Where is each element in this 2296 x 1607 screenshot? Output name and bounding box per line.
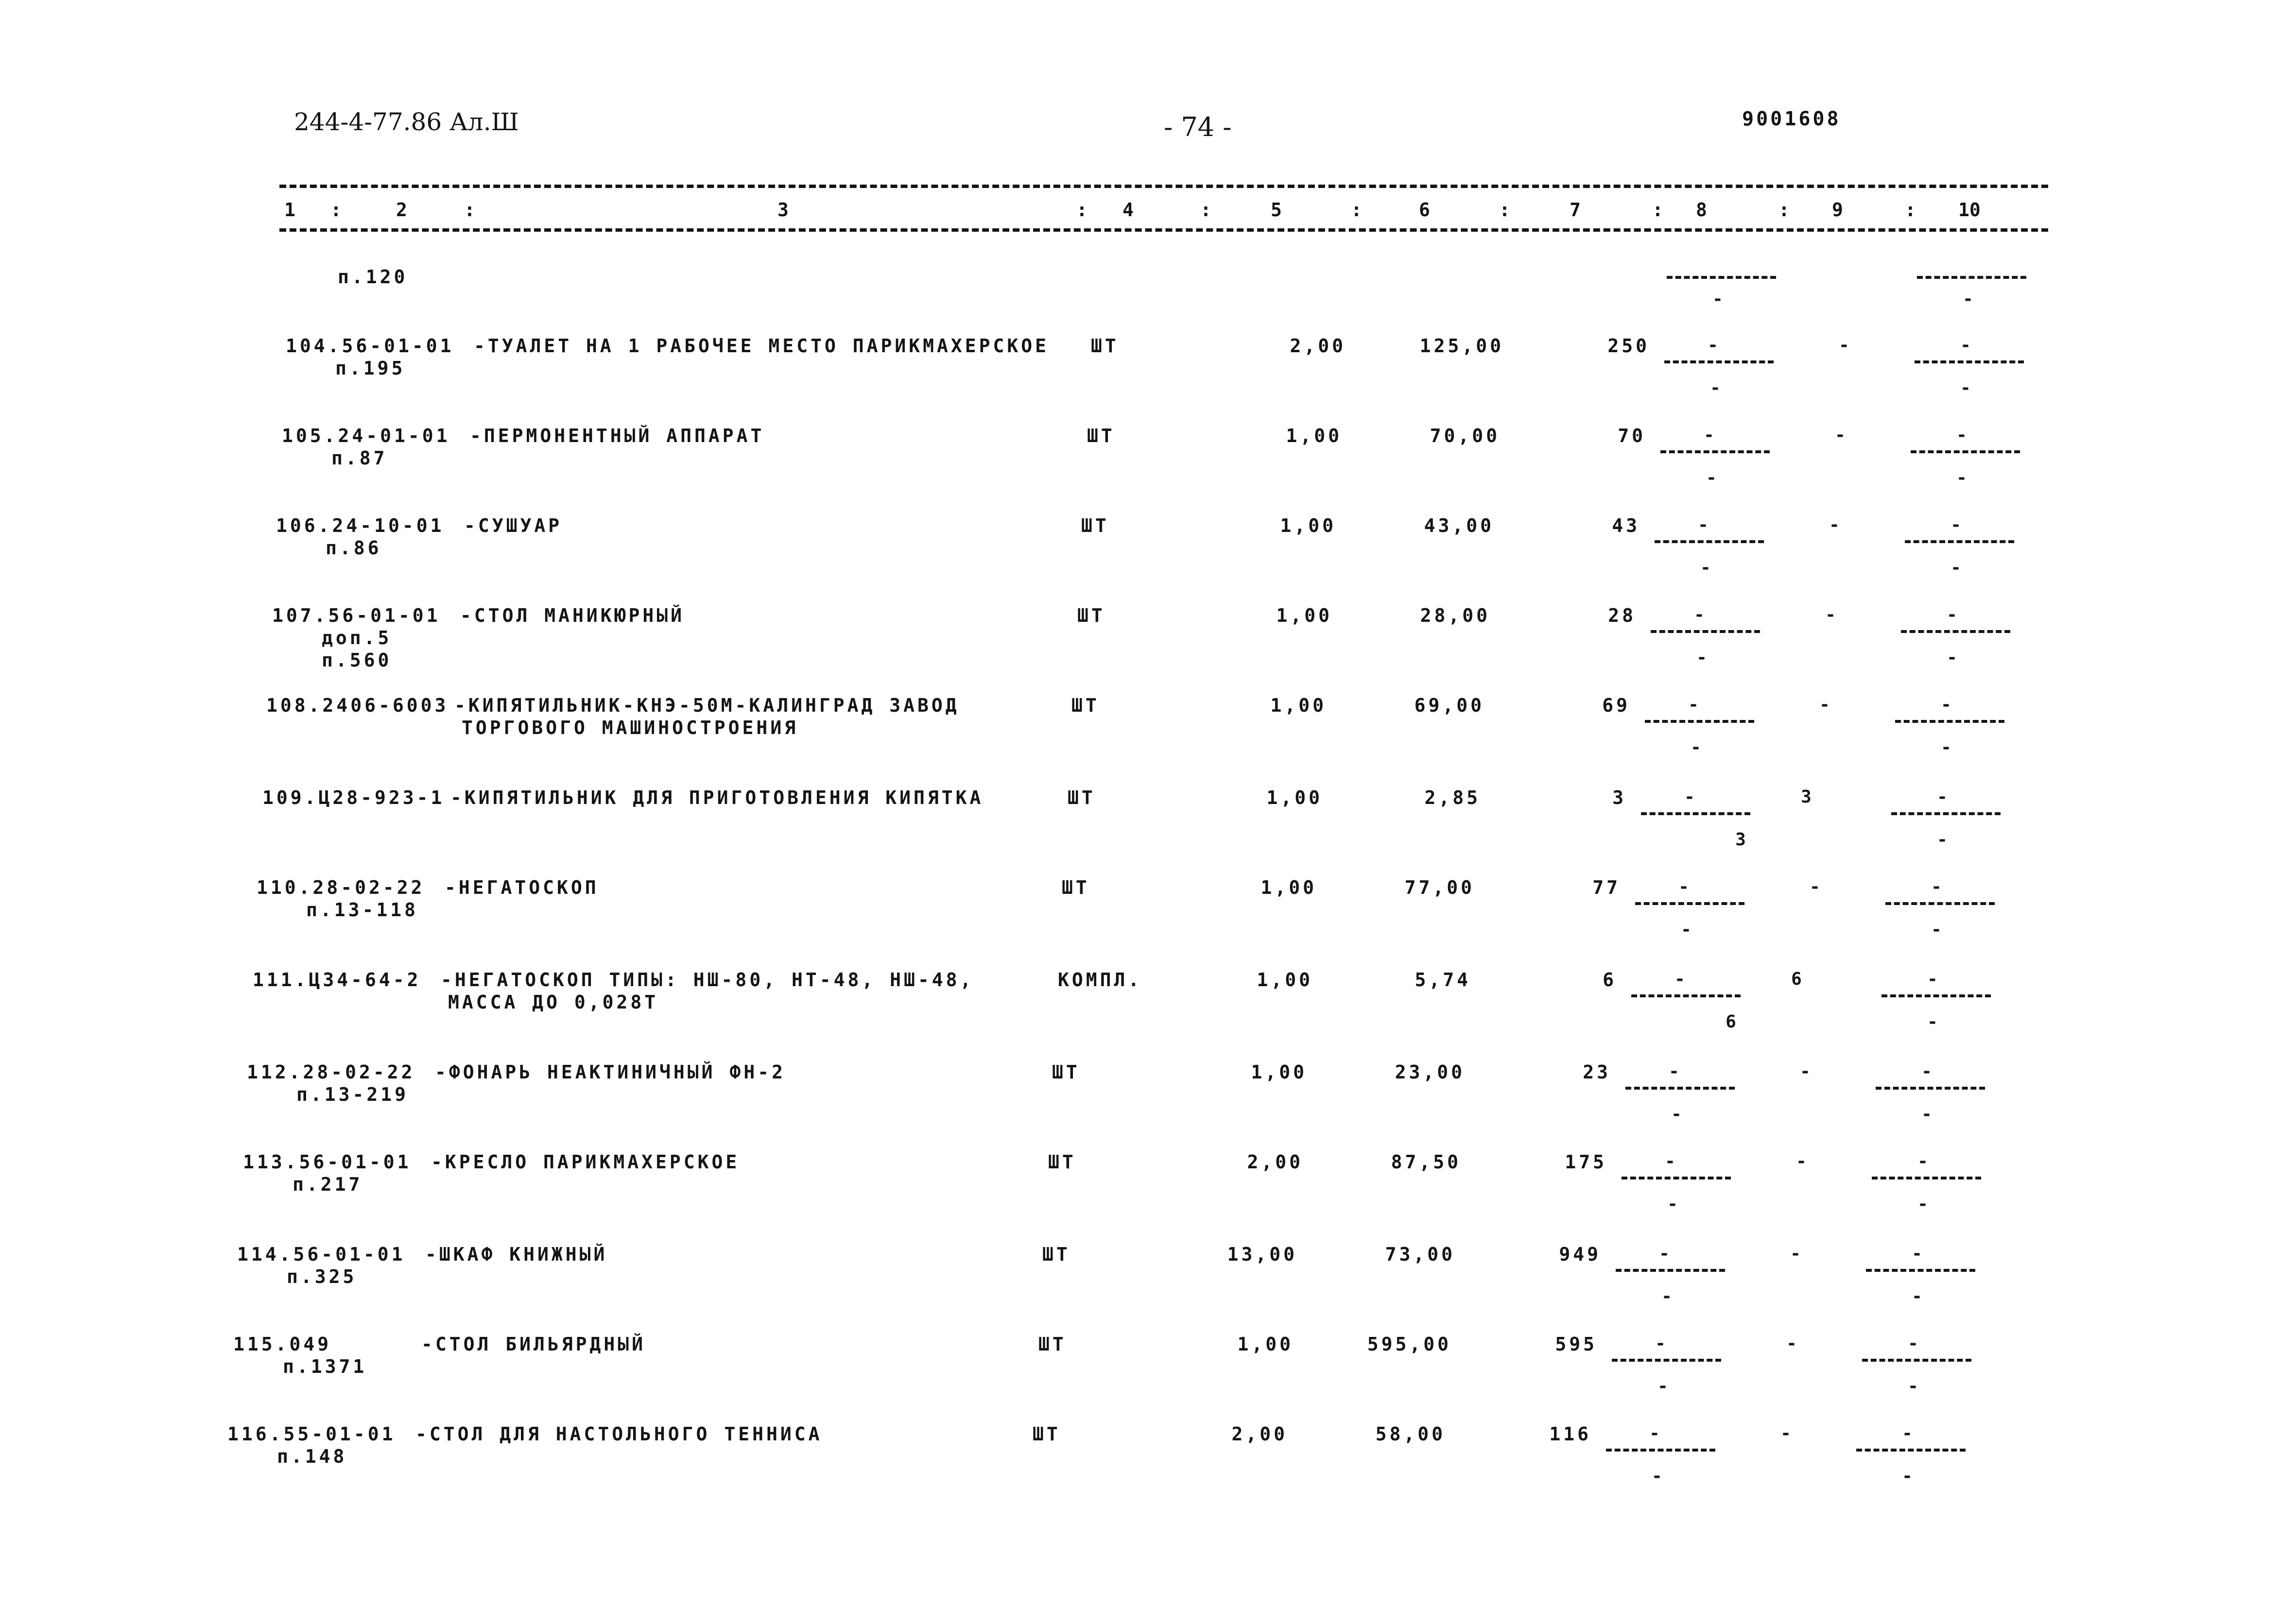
item-unit: ШТ bbox=[1077, 605, 1105, 626]
item-code: 107.56-01-01 bbox=[272, 605, 441, 626]
column-header-sep: : bbox=[1351, 199, 1362, 221]
item-code: 112.28-02-22 bbox=[247, 1061, 415, 1083]
item-unit: ШТ bbox=[1062, 877, 1090, 898]
column-header-8: 8 bbox=[1696, 199, 1707, 221]
col10-fraction-rule bbox=[1876, 1087, 1985, 1090]
column-header-6: 6 bbox=[1419, 199, 1430, 221]
col9-value: - bbox=[1786, 1333, 1797, 1353]
col8-bottom: - bbox=[1691, 737, 1701, 757]
col8-fraction-rule bbox=[1645, 720, 1754, 723]
col8-fraction-rule bbox=[1622, 1177, 1731, 1180]
item-ref: п.217 bbox=[293, 1174, 363, 1195]
col9-value: - bbox=[1835, 425, 1846, 445]
item-total: 949 bbox=[1559, 1244, 1601, 1265]
carry-over-col10-rule bbox=[1917, 276, 2026, 279]
col8-bottom: - bbox=[1657, 1376, 1668, 1396]
item-total: 116 bbox=[1549, 1423, 1591, 1445]
item-unit: ШТ bbox=[1071, 695, 1100, 716]
col8-fraction-rule bbox=[1641, 812, 1750, 815]
column-header-sep: : bbox=[1076, 199, 1088, 221]
col8-top: - bbox=[1675, 969, 1685, 989]
item-price: 28,00 bbox=[1420, 605, 1490, 626]
item-qty: 13,00 bbox=[1227, 1244, 1297, 1265]
col10-fraction-rule bbox=[1905, 540, 2014, 543]
col10-top: - bbox=[1931, 877, 1942, 897]
item-unit: ШТ bbox=[1081, 515, 1109, 536]
col9-value: - bbox=[1829, 515, 1840, 535]
item-total: 28 bbox=[1608, 605, 1636, 626]
column-header-sep: : bbox=[330, 199, 342, 221]
item-qty: 1,00 bbox=[1251, 1061, 1307, 1083]
item-price: 70,00 bbox=[1430, 425, 1500, 446]
item-total: 250 bbox=[1607, 335, 1650, 357]
col9-value: 6 bbox=[1791, 969, 1802, 989]
col8-top: - bbox=[1694, 605, 1705, 625]
col8-bottom: - bbox=[1652, 1466, 1662, 1486]
col10-fraction-rule bbox=[1866, 1269, 1975, 1272]
col10-top: - bbox=[1902, 1423, 1913, 1443]
item-qty: 2,00 bbox=[1247, 1151, 1303, 1173]
item-code: 114.56-01-01 bbox=[237, 1244, 406, 1265]
item-ref: доп.5 bbox=[322, 627, 392, 649]
item-total: 595 bbox=[1555, 1333, 1597, 1355]
item-code: 108.2406-6003 bbox=[266, 695, 449, 716]
item-price: 73,00 bbox=[1385, 1244, 1455, 1265]
col10-bottom: - bbox=[1951, 558, 1961, 578]
col10-top: - bbox=[1917, 1151, 1928, 1171]
table-header-rule bbox=[279, 228, 2048, 232]
item-price: 77,00 bbox=[1404, 877, 1475, 898]
col8-top: - bbox=[1649, 1423, 1660, 1443]
col8-fraction-rule bbox=[1625, 1087, 1735, 1090]
item-ref: п.13-219 bbox=[296, 1084, 409, 1105]
col8-bottom: - bbox=[1706, 468, 1717, 488]
col8-bottom: - bbox=[1696, 648, 1707, 667]
col8-fraction-rule bbox=[1635, 902, 1744, 905]
col10-fraction-rule bbox=[1895, 720, 2004, 723]
col8-fraction-rule bbox=[1651, 630, 1760, 633]
col9-value: 3 bbox=[1801, 787, 1812, 807]
col10-top: - bbox=[1960, 335, 1971, 355]
item-ref: п.195 bbox=[335, 358, 406, 379]
column-header-7: 7 bbox=[1570, 199, 1581, 221]
item-qty: 2,00 bbox=[1231, 1423, 1288, 1445]
column-header-sep: : bbox=[1905, 199, 1916, 221]
page-number: - 74 - bbox=[1164, 112, 1232, 142]
col8-top: - bbox=[1704, 425, 1714, 445]
item-name: -КИПЯТИЛЬНИК ДЛЯ ПРИГОТОВЛЕНИЯ КИПЯТКА bbox=[450, 787, 984, 808]
col8-top: - bbox=[1698, 515, 1709, 535]
item-code: 116.55-01-01 bbox=[227, 1423, 396, 1445]
item-name: -ШКАФ КНИЖНЫЙ bbox=[425, 1244, 608, 1265]
column-header-sep: : bbox=[1778, 199, 1790, 221]
col10-bottom: - bbox=[1947, 648, 1957, 667]
item-code: 111.Ц34-64-2 bbox=[253, 969, 421, 991]
item-code: 115.049 bbox=[233, 1333, 332, 1355]
item-total: 70 bbox=[1618, 425, 1646, 446]
item-price: 58,00 bbox=[1375, 1423, 1446, 1445]
item-qty: 1,00 bbox=[1237, 1333, 1294, 1355]
col10-fraction-rule bbox=[1872, 1177, 1981, 1180]
col8-fraction-rule bbox=[1612, 1359, 1721, 1362]
col8-bottom: - bbox=[1710, 378, 1721, 398]
item-name: -СТОЛ ДЛЯ НАСТОЛЬНОГО ТЕННИСА bbox=[415, 1423, 823, 1445]
item-total: 6 bbox=[1603, 969, 1617, 991]
item-name: ТОРГОВОГО МАШИНОСТРОЕНИЯ bbox=[462, 717, 799, 738]
col10-bottom: - bbox=[1927, 1012, 1938, 1032]
col8-bottom: - bbox=[1700, 558, 1711, 578]
item-ref: п.87 bbox=[331, 447, 388, 469]
col8-fraction-rule bbox=[1660, 450, 1770, 453]
col10-top: - bbox=[1908, 1333, 1918, 1353]
item-unit: ШТ bbox=[1052, 1061, 1080, 1083]
column-header-10: 10 bbox=[1958, 199, 1981, 221]
column-header-2: 2 bbox=[396, 199, 407, 221]
item-price: 595,00 bbox=[1367, 1333, 1451, 1355]
carry-over-col10-dash: - bbox=[1963, 289, 1973, 309]
item-ref: п.325 bbox=[287, 1266, 357, 1287]
table-top-rule bbox=[279, 185, 2048, 188]
column-header-sep: : bbox=[1652, 199, 1663, 221]
document-number: 9001608 bbox=[1742, 108, 1841, 130]
column-header-sep: : bbox=[1499, 199, 1510, 221]
item-name: -СТОЛ БИЛЬЯРДНЫЙ bbox=[421, 1333, 646, 1355]
item-ref: п.560 bbox=[322, 650, 392, 671]
item-name: -НЕГАТОСКОП ТИПЫ: НШ-80, НТ-48, НШ-48, bbox=[441, 969, 974, 991]
col9-value: - bbox=[1810, 877, 1820, 897]
col10-fraction-rule bbox=[1882, 994, 1991, 997]
col10-top: - bbox=[1937, 787, 1948, 807]
col10-bottom: - bbox=[1912, 1286, 1922, 1306]
carry-over-col8-rule bbox=[1667, 276, 1776, 279]
header-doc-code: 244-4-77.86 Ал.Ш bbox=[294, 108, 519, 136]
column-header-9: 9 bbox=[1832, 199, 1843, 221]
item-unit: ШТ bbox=[1091, 335, 1119, 357]
col10-bottom: - bbox=[1902, 1466, 1913, 1486]
col10-bottom: - bbox=[1960, 378, 1971, 398]
item-qty: 2,00 bbox=[1290, 335, 1346, 357]
item-qty: 1,00 bbox=[1266, 787, 1323, 808]
item-ref: п.148 bbox=[277, 1446, 347, 1467]
col9-value: - bbox=[1780, 1423, 1791, 1443]
item-unit: ШТ bbox=[1087, 425, 1115, 446]
col8-fraction-rule bbox=[1655, 540, 1764, 543]
col10-top: - bbox=[1951, 515, 1961, 535]
item-name: -ТУАЛЕТ НА 1 РАБОЧЕЕ МЕСТО ПАРИКМАХЕРСКОЕ bbox=[474, 335, 1049, 357]
column-header-4: 4 bbox=[1122, 199, 1134, 221]
item-unit: ШТ bbox=[1038, 1333, 1067, 1355]
item-name: -КРЕСЛО ПАРИКМАХЕРСКОЕ bbox=[431, 1151, 740, 1173]
col9-value: - bbox=[1790, 1244, 1801, 1264]
item-price: 23,00 bbox=[1395, 1061, 1465, 1083]
item-total: 43 bbox=[1612, 515, 1640, 536]
item-code: 110.28-02-22 bbox=[257, 877, 425, 898]
col10-fraction-rule bbox=[1901, 630, 2010, 633]
col8-top: - bbox=[1684, 787, 1695, 807]
col8-top: - bbox=[1708, 335, 1718, 355]
col8-top: - bbox=[1669, 1061, 1679, 1081]
item-qty: 1,00 bbox=[1280, 515, 1336, 536]
column-header-3: 3 bbox=[777, 199, 789, 221]
col8-top: - bbox=[1665, 1151, 1675, 1171]
col10-top: - bbox=[1941, 695, 1951, 715]
item-ref: п.86 bbox=[326, 537, 382, 559]
col8-bottom: 6 bbox=[1726, 1012, 1736, 1032]
col8-fraction-rule bbox=[1616, 1269, 1725, 1272]
column-header-sep: : bbox=[464, 199, 475, 221]
col10-fraction-rule bbox=[1862, 1359, 1971, 1362]
item-unit: ШТ bbox=[1068, 787, 1096, 808]
col8-top: - bbox=[1655, 1333, 1666, 1353]
item-total: 77 bbox=[1592, 877, 1621, 898]
col8-top: - bbox=[1688, 695, 1699, 715]
item-name: -НЕГАТОСКОП bbox=[445, 877, 599, 898]
col10-top: - bbox=[1947, 605, 1957, 625]
item-qty: 1,00 bbox=[1286, 425, 1342, 446]
item-name: -КИПЯТИЛЬНИК-КНЭ-50М-КАЛИНГРАД ЗАВОД bbox=[454, 695, 960, 716]
item-total: 69 bbox=[1602, 695, 1630, 716]
col10-bottom: - bbox=[1917, 1194, 1928, 1214]
item-total: 23 bbox=[1583, 1061, 1611, 1083]
item-name: -ПЕРМОНЕНТНЫЙ АППАРАТ bbox=[470, 425, 765, 446]
item-unit: ШТ bbox=[1033, 1423, 1061, 1445]
item-qty: 1,00 bbox=[1276, 605, 1332, 626]
col10-fraction-rule bbox=[1915, 360, 2024, 363]
col10-bottom: - bbox=[1941, 737, 1951, 757]
item-unit: КОМПЛ. bbox=[1058, 969, 1142, 991]
col10-bottom: - bbox=[1956, 468, 1967, 488]
col10-fraction-rule bbox=[1856, 1449, 1966, 1452]
item-price: 2,85 bbox=[1424, 787, 1481, 808]
item-total: 3 bbox=[1612, 787, 1626, 808]
item-price: 69,00 bbox=[1414, 695, 1485, 716]
item-code: 109.Ц28-923-1 bbox=[262, 787, 445, 808]
col8-fraction-rule bbox=[1664, 360, 1774, 363]
col8-top: - bbox=[1659, 1244, 1670, 1264]
col8-fraction-rule bbox=[1606, 1449, 1715, 1452]
col10-fraction-rule bbox=[1885, 902, 1995, 905]
col9-value: - bbox=[1819, 695, 1830, 715]
col10-top: - bbox=[1921, 1061, 1932, 1081]
col10-bottom: - bbox=[1937, 830, 1948, 850]
item-ref: п.13-118 bbox=[306, 899, 419, 921]
item-qty: 1,00 bbox=[1270, 695, 1327, 716]
column-header-sep: : bbox=[1200, 199, 1211, 221]
item-ref: п.1371 bbox=[283, 1356, 367, 1377]
col8-bottom: - bbox=[1661, 1286, 1672, 1306]
item-unit: ШТ bbox=[1042, 1244, 1070, 1265]
col10-bottom: - bbox=[1921, 1104, 1932, 1124]
item-price: 125,00 bbox=[1419, 335, 1504, 357]
col9-value: - bbox=[1800, 1061, 1811, 1081]
col10-fraction-rule bbox=[1911, 450, 2020, 453]
col10-bottom: - bbox=[1908, 1376, 1918, 1396]
col10-bottom: - bbox=[1931, 920, 1942, 940]
col10-top: - bbox=[1912, 1244, 1922, 1264]
item-code: 104.56-01-01 bbox=[286, 335, 454, 357]
item-unit: ШТ bbox=[1048, 1151, 1076, 1173]
carry-over-ref: п.120 bbox=[338, 266, 408, 288]
col9-value: - bbox=[1839, 335, 1849, 355]
col8-bottom: - bbox=[1681, 920, 1692, 940]
carry-over-col8-dash: - bbox=[1712, 289, 1723, 309]
item-code: 105.24-01-01 bbox=[282, 425, 450, 446]
col8-top: - bbox=[1678, 877, 1689, 897]
col8-bottom: - bbox=[1671, 1104, 1682, 1124]
col10-fraction-rule bbox=[1891, 812, 2001, 815]
item-qty: 1,00 bbox=[1257, 969, 1313, 991]
item-name: -СУШУАР bbox=[464, 515, 563, 536]
item-name: МАССА ДО 0,028Т bbox=[448, 992, 659, 1013]
item-name: -ФОНАРЬ НЕАКТИНИЧНЫЙ ФН-2 bbox=[435, 1061, 786, 1083]
col10-top: - bbox=[1927, 969, 1938, 989]
item-price: 5,74 bbox=[1415, 969, 1471, 991]
item-qty: 1,00 bbox=[1260, 877, 1317, 898]
column-header-1: 1 bbox=[284, 199, 295, 221]
col8-bottom: 3 bbox=[1735, 830, 1746, 850]
col8-fraction-rule bbox=[1631, 994, 1741, 997]
col9-value: - bbox=[1796, 1151, 1807, 1171]
item-total: 175 bbox=[1565, 1151, 1607, 1173]
item-price: 43,00 bbox=[1424, 515, 1494, 536]
col10-top: - bbox=[1956, 425, 1967, 445]
item-code: 106.24-10-01 bbox=[276, 515, 445, 536]
item-code: 113.56-01-01 bbox=[243, 1151, 412, 1173]
col8-bottom: - bbox=[1667, 1194, 1678, 1214]
col9-value: - bbox=[1825, 605, 1836, 625]
column-header-5: 5 bbox=[1271, 199, 1282, 221]
item-name: -СТОЛ МАНИКЮРНЫЙ bbox=[460, 605, 685, 626]
item-price: 87,50 bbox=[1391, 1151, 1461, 1173]
